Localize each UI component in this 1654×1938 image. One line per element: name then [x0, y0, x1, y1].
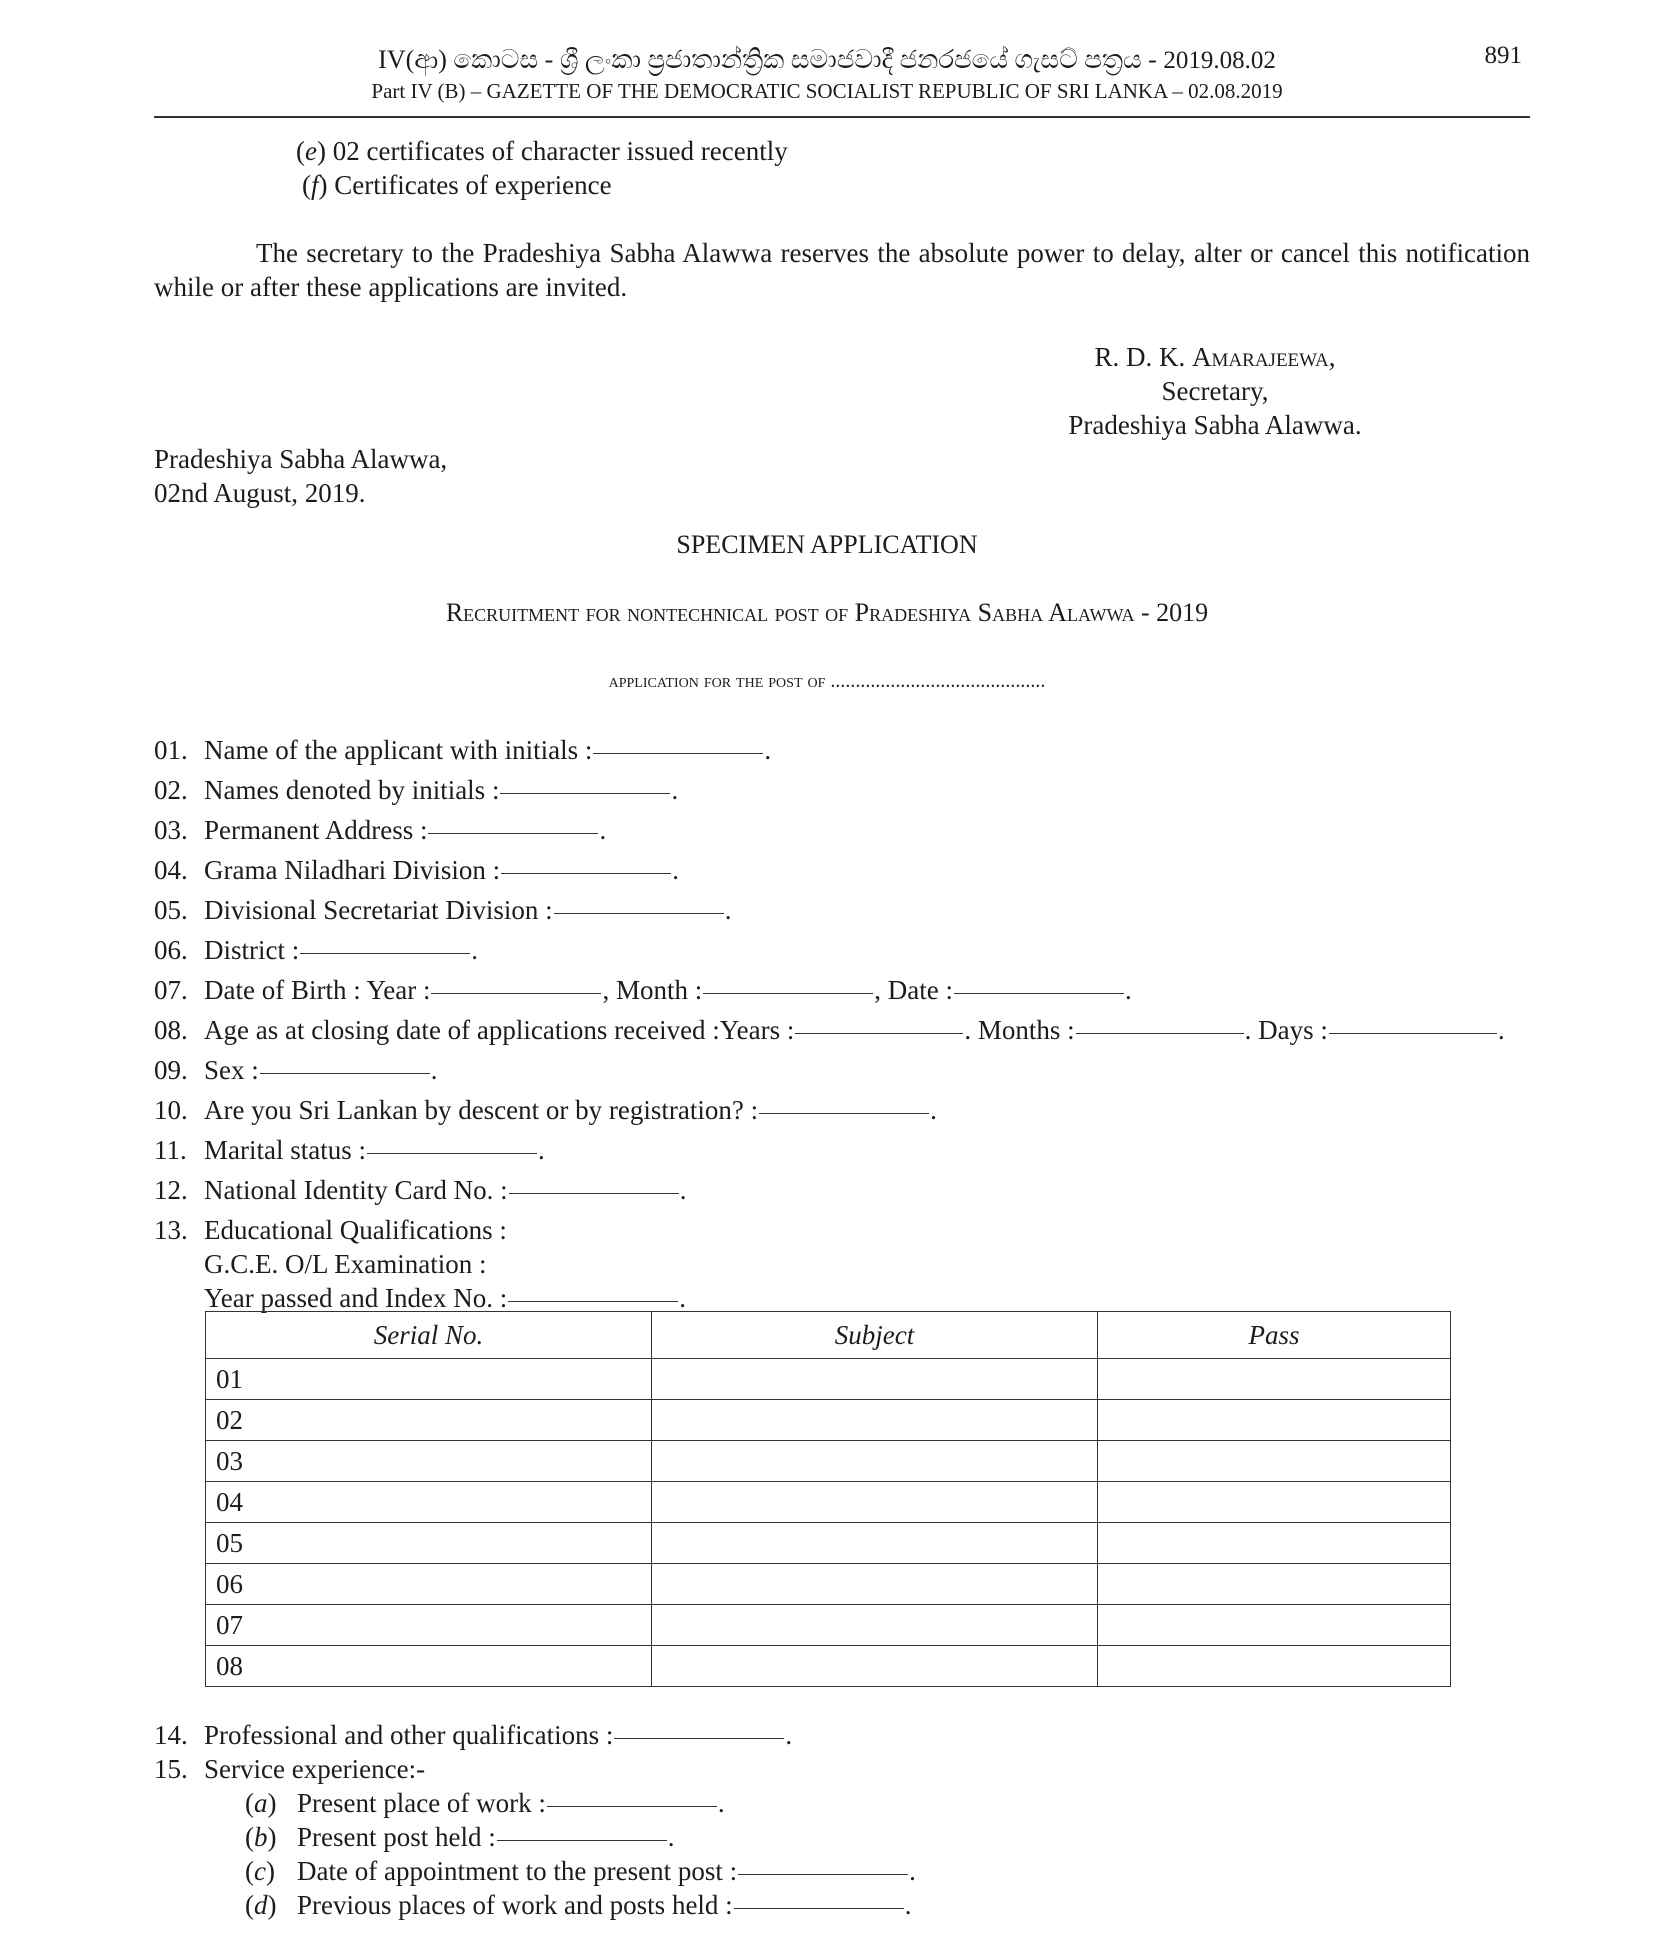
- pass-cell[interactable]: [1098, 1523, 1451, 1564]
- form-item-12: 12. National Identity Card No. : .: [154, 1175, 687, 1205]
- serial-cell: 06: [206, 1564, 652, 1605]
- item-number: 05.: [154, 895, 188, 925]
- column-header-serial: Serial No.: [206, 1312, 652, 1359]
- sub-letter: d: [254, 1890, 268, 1920]
- table-row: [206, 1359, 1451, 1400]
- item-label: Name of the applicant with initials :: [204, 735, 593, 765]
- item-number: 14.: [154, 1720, 188, 1750]
- item-label: Are you Sri Lankan by descent or by registration? :: [204, 1095, 759, 1125]
- pass-cell[interactable]: [1098, 1605, 1451, 1646]
- table-row: [206, 1482, 1451, 1523]
- ol-results-table: [205, 1311, 1451, 1687]
- serial-cell: 07: [206, 1605, 652, 1646]
- service-item-c: (c) Date of appointment to the present post : .: [245, 1856, 916, 1886]
- pass-cell[interactable]: [1098, 1482, 1451, 1523]
- form-item-02: 02. Names denoted by initials : .: [154, 775, 679, 805]
- item-label: Permanent Address :: [204, 815, 428, 845]
- item-label-date: , Date :: [874, 975, 953, 1005]
- specimen-title: SPECIMEN APPLICATION: [676, 530, 978, 559]
- signature-surname: Amarajeewa,: [1192, 342, 1336, 372]
- sinhala-date: 2019.08.02: [1163, 47, 1276, 74]
- item-number: 06.: [154, 935, 188, 965]
- form-item-08: 08. Age as at closing date of applications received :Years : . Months : . Days : .: [154, 1015, 1505, 1045]
- notice-paragraph: The secretary to the Pradeshiya Sabha Alawwa reserves the absolute power to delay, alter or cancel this notification while or after these applications are invited.: [154, 238, 1530, 302]
- item-number: 12.: [154, 1175, 188, 1205]
- form-item-15: [154, 1752, 425, 1786]
- sub-label: Present post held :: [297, 1822, 496, 1852]
- item-label-months: . Months :: [964, 1015, 1075, 1045]
- column-header-subject: Subject: [652, 1312, 1098, 1359]
- item-label: Sex :: [204, 1055, 259, 1085]
- pass-cell[interactable]: [1098, 1441, 1451, 1482]
- fill-line[interactable]: [509, 1192, 679, 1194]
- item-number: 03.: [154, 815, 188, 845]
- item-label: Date of Birth : Year :: [204, 975, 431, 1005]
- fill-line[interactable]: [554, 912, 724, 914]
- item-number: 04.: [154, 855, 188, 885]
- pass-cell[interactable]: [1098, 1564, 1451, 1605]
- issuing-place: Pradeshiya Sabha Alawwa,: [154, 444, 448, 474]
- service-item-d: (d) Previous places of work and posts held : .: [245, 1890, 912, 1920]
- table-row: [206, 1523, 1451, 1564]
- document-letter-f: f: [311, 170, 319, 200]
- item-label-days: . Days :: [1244, 1015, 1328, 1045]
- signature-title: Secretary,: [1161, 376, 1269, 406]
- header-divider: [154, 116, 1530, 118]
- signature-block: [1000, 340, 1430, 442]
- serial-cell: 02: [206, 1400, 652, 1441]
- gazette-header-sinhala: [0, 44, 1654, 77]
- item-label: Professional and other qualifications :: [204, 1720, 614, 1750]
- subject-cell[interactable]: [652, 1441, 1098, 1482]
- column-header-pass: Pass: [1098, 1312, 1451, 1359]
- item-label-month: , Month :: [602, 975, 703, 1005]
- pass-cell[interactable]: [1098, 1359, 1451, 1400]
- subject-cell[interactable]: [652, 1359, 1098, 1400]
- form-item-09: 09. Sex : .: [154, 1055, 438, 1085]
- sub-letter: c: [254, 1856, 266, 1886]
- fill-line[interactable]: [759, 1112, 929, 1114]
- pass-cell[interactable]: [1098, 1400, 1451, 1441]
- table-row: [206, 1564, 1451, 1605]
- serial-cell: 05: [206, 1523, 652, 1564]
- document-item-f: (f) Certificates of experience: [302, 170, 612, 200]
- item-label: Educational Qualifications :: [204, 1215, 507, 1245]
- form-item-13-year-index: Year passed and Index No. : .: [204, 1283, 686, 1313]
- table-header-row: [206, 1312, 1451, 1359]
- fill-line[interactable]: [300, 952, 470, 954]
- fill-line-years[interactable]: [795, 1032, 963, 1034]
- item-label: Year passed and Index No. :: [204, 1283, 508, 1313]
- form-item-10: 10. Are you Sri Lankan by descent or by registration? : .: [154, 1095, 937, 1125]
- form-item-11: 11. Marital status : .: [154, 1135, 545, 1165]
- fill-line[interactable]: [614, 1737, 784, 1739]
- item-label: Divisional Secretariat Division :: [204, 895, 553, 925]
- sub-label: Present place of work :: [297, 1788, 546, 1818]
- form-item-06: 06. District : .: [154, 935, 478, 965]
- item-label: Names denoted by initials :: [204, 775, 500, 805]
- pass-cell[interactable]: [1098, 1646, 1451, 1687]
- form-item-01: 01. Name of the applicant with initials : .: [154, 735, 772, 765]
- fill-line[interactable]: [593, 752, 763, 754]
- fill-line-months[interactable]: [1076, 1032, 1244, 1034]
- fill-line[interactable]: [500, 792, 670, 794]
- serial-cell: 04: [206, 1482, 652, 1523]
- recruitment-title: Recruitment for nontechnical post of Pradeshiya Sabha Alawwa - 2019: [445, 598, 1209, 627]
- fill-line[interactable]: [367, 1152, 537, 1154]
- fill-line[interactable]: [260, 1072, 430, 1074]
- service-item-a: (a) Present place of work : .: [245, 1788, 725, 1818]
- sub-label: Date of appointment to the present post :: [297, 1856, 738, 1886]
- item-label: Age as at closing date of applications received :Years :: [204, 1015, 795, 1045]
- form-item-03: 03. Permanent Address : .: [154, 815, 607, 845]
- application-for-line: application for the post of ...........................................: [608, 670, 1046, 692]
- subject-cell[interactable]: [652, 1482, 1098, 1523]
- fill-line[interactable]: [734, 1907, 904, 1909]
- subject-cell[interactable]: [652, 1523, 1098, 1564]
- serial-cell: 08: [206, 1646, 652, 1687]
- serial-cell: 01: [206, 1359, 652, 1400]
- item-number: 15.: [154, 1754, 188, 1784]
- table-row: [206, 1605, 1451, 1646]
- sinhala-title: IV(ආ) කොටස - ශ්‍රී ලංකා ප්‍රජාතාන්ත්‍රික සමාජවාදී ජනරජයේ ගැසට් පත්‍රය -: [378, 45, 1157, 74]
- item-label: District :: [204, 935, 300, 965]
- item-number: 01.: [154, 735, 188, 765]
- issuing-date: 02nd August, 2019.: [154, 478, 366, 508]
- form-item-05: 05. Divisional Secretariat Division : .: [154, 895, 732, 925]
- sub-letter: b: [254, 1822, 268, 1852]
- fill-line-year[interactable]: [431, 992, 601, 994]
- document-item-e: (e) 02 certificates of character issued recently: [296, 136, 788, 166]
- gazette-header-english: Part IV (B) – GAZETTE OF THE DEMOCRATIC SOCIALIST REPUBLIC OF SRI LANKA – 02.08.2019: [371, 79, 1283, 103]
- item-label: Marital status :: [204, 1135, 366, 1165]
- form-item-14: 14. Professional and other qualifications : .: [154, 1720, 793, 1750]
- item-number: 02.: [154, 775, 188, 805]
- service-item-b: (b) Present post held : .: [245, 1822, 675, 1852]
- form-item-13: [154, 1213, 507, 1247]
- sub-label: Previous places of work and posts held :: [297, 1890, 733, 1920]
- item-number: 13.: [154, 1215, 188, 1245]
- subject-cell[interactable]: [652, 1646, 1098, 1687]
- fill-line[interactable]: [497, 1839, 667, 1841]
- fill-line-month[interactable]: [703, 992, 873, 994]
- fill-line[interactable]: [428, 832, 598, 834]
- table-row: [206, 1646, 1451, 1687]
- subject-cell[interactable]: [652, 1400, 1098, 1441]
- fill-line[interactable]: [501, 872, 671, 874]
- fill-line-date[interactable]: [954, 992, 1124, 994]
- fill-line[interactable]: [738, 1873, 908, 1875]
- item-number: 09.: [154, 1055, 188, 1085]
- page-number: 891: [1484, 42, 1522, 69]
- item-label: Grama Niladhari Division :: [204, 855, 501, 885]
- item-label: National Identity Card No. :: [204, 1175, 508, 1205]
- item-label: Service experience:-: [204, 1754, 426, 1784]
- form-item-07: 07. Date of Birth : Year : , Month : , Date : .: [154, 975, 1132, 1005]
- table-row: [206, 1400, 1451, 1441]
- serial-cell: 03: [206, 1441, 652, 1482]
- subject-cell[interactable]: [652, 1564, 1098, 1605]
- form-item-13-ol: G.C.E. O/L Examination :: [204, 1249, 487, 1279]
- item-number: 08.: [154, 1015, 188, 1045]
- document-letter-e: e: [305, 136, 317, 166]
- item-number: 10.: [154, 1095, 188, 1125]
- item-number: 11.: [154, 1135, 187, 1165]
- fill-line-days[interactable]: [1329, 1032, 1497, 1034]
- fill-line[interactable]: [547, 1805, 717, 1807]
- signature-office: Pradeshiya Sabha Alawwa.: [1068, 410, 1362, 440]
- signature-name: [1000, 340, 1430, 374]
- signature-initials: R. D. K.: [1094, 342, 1193, 372]
- subject-cell[interactable]: [652, 1605, 1098, 1646]
- document-text-f: Certificates of experience: [334, 170, 612, 200]
- form-item-04: 04. Grama Niladhari Division : .: [154, 855, 679, 885]
- item-number: 07.: [154, 975, 188, 1005]
- document-text-e: 02 certificates of character issued recently: [332, 136, 788, 166]
- table-row: [206, 1441, 1451, 1482]
- fill-line[interactable]: [508, 1300, 678, 1302]
- sub-letter: a: [254, 1788, 268, 1818]
